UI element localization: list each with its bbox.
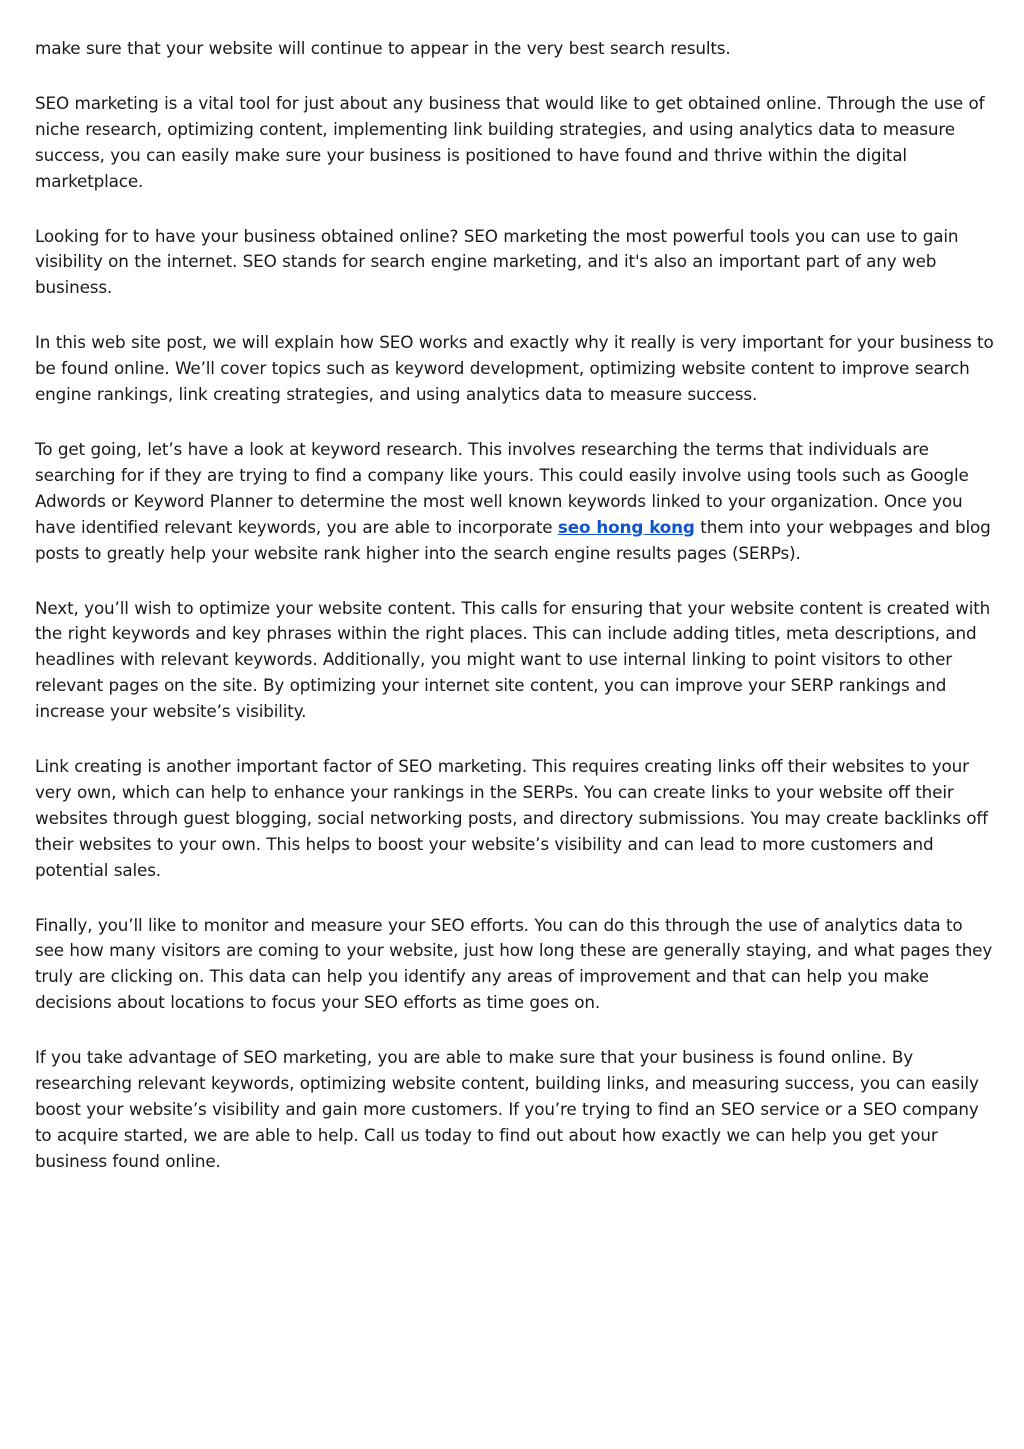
keyword-research-text-after-link: them into your webpages and blog posts to greatly help your website rank higher into the search engine results pages (SERPs). — [35, 516, 991, 563]
paragraph-optimize-content: Next, you’ll wish to optimize your website content. This calls for ensuring that your website content is created with the right keywords and key phrases within the right places. This can include adding titles, meta descriptions, and headlines with relevant keywords. Additionally, you might want to use internal linking to point visitors to other relevant pages on the site. By optimizing your internet site content, you can improve your SERP rankings and increase your website’s visibility. — [35, 597, 991, 722]
document-body — [35, 36, 995, 1204]
keyword-research-text-before-link: To get going, let’s have a look at keyword research. This involves researching the terms that individuals are searching for if they are trying to find a company like yours. This could easily involve using tools such as Google Adwords or Keyword Planner to determine the most well known keywords linked to your organization. Once you have identified relevant keywords, you are able to incorporate — [35, 438, 969, 537]
paragraph-link-creating: Link creating is another important factor of SEO marketing. This requires creating links off their websites to your very own, which can help to enhance your rankings in the SERPs. You can create links to your website off their websites through guest blogging, social networking posts, and directory submissions. You may create backlinks off their websites to your own. This helps to boost your website’s visibility and can lead to more customers and potential sales. — [35, 756, 988, 880]
seo-hong-kong-link[interactable]: seo hong kong — [557, 516, 695, 537]
paragraph-keyword-research — [35, 437, 995, 567]
paragraph-conclusion: If you take advantage of SEO marketing, you are able to make sure that your business is found online. By researching relevant keywords, optimizing website content, building links, and measuring success, you can easily boost your website’s visibility and gain more customers. If you’re trying to find an SEO service or a SEO company to acquire started, we are able to help. Call us today to find out about how exactly we can help you get your business found online. — [35, 1047, 979, 1171]
paragraph-post-introduction: In this web site post, we will explain how SEO works and exactly why it really is very important for your business to be found online. We’ll cover topics such as keyword development, optimizing website content to improve search engine rankings, link creating strategies, and using analytics data to measure success. — [35, 332, 994, 405]
paragraph-seo-marketing-overview: SEO marketing is a vital tool for just about any business that would like to get obtained online. Through the use of niche research, optimizing content, implementing link building strategies, and using analytics data to measure success, you can easily make sure your business is positioned to have found and thrive within the digital marketplace. — [35, 92, 985, 191]
paragraph-monitor-measure: Finally, you’ll like to monitor and measure your SEO efforts. You can do this through the use of analytics data to see how many visitors are coming to your website, just how long these are generally staying, and what pages they truly are clicking on. This data can help you identify any areas of improvement and that can help you make decisions about locations to focus your SEO efforts as time goes on. — [35, 914, 993, 1013]
paragraph-get-business-online: Looking for to have your business obtained online? SEO marketing the most powerful tools you can use to gain visibility on the internet. SEO stands for search engine marketing, and it's also an important part of any web business. — [35, 225, 959, 298]
paragraph-intro-continuation: make sure that your website will continue to appear in the very best search results. — [35, 38, 731, 58]
